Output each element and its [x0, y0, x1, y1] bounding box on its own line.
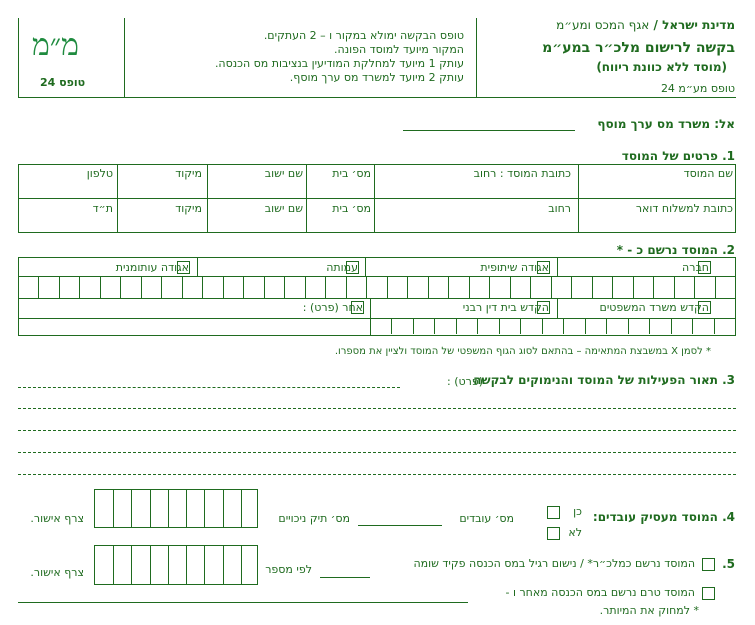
- mail-city-label: שם ישוב: [264, 202, 303, 215]
- section2-footnote: * לסמן X במשבצת המתאימה – בהתאם לסוג הגוף המשפטי של המוסד ולציין את מספרו.: [334, 346, 711, 357]
- ottoman-label: אגודה עותומנית: [115, 261, 189, 274]
- digit-cell-divider: [223, 490, 224, 527]
- country-name: מדינת ישראל: [662, 18, 735, 32]
- other-label: אחר (פרט) :: [302, 301, 363, 314]
- section1-row-divider: [18, 198, 736, 199]
- digit-cell-divider: [243, 277, 244, 298]
- section2-title: 2. המוסד נרשם כ - *: [616, 243, 735, 257]
- header-bottom-rule: [18, 97, 736, 98]
- s2-col-divider: [197, 257, 198, 277]
- digit-cell-divider: [413, 319, 414, 334]
- hekdesh-justice-label: הקדש משרד המשפטים: [599, 301, 709, 314]
- not-registered-text: המוסד טרם נרשם במס הכנסה מאחר ו -: [505, 586, 695, 599]
- digit-cell-divider: [366, 277, 367, 298]
- section5-footnote: * למחוק את המיותר.: [599, 604, 699, 617]
- s1-col-divider: [374, 164, 375, 232]
- digit-cell-divider: [79, 277, 80, 298]
- description-line-1[interactable]: [18, 387, 400, 388]
- form-subtitle: (מוסד ללא כוונת ריווח): [596, 60, 727, 74]
- instruction-2: המקור מיועד למוסד הפונה.: [334, 43, 464, 56]
- assessor-field[interactable]: [320, 577, 370, 578]
- digit-cell-divider: [161, 277, 162, 298]
- no-label: לא: [568, 526, 582, 539]
- digit-cell-divider: [150, 546, 151, 584]
- digit-cell-divider: [113, 490, 114, 527]
- digit-cell-divider: [305, 277, 306, 298]
- digit-cell-divider: [141, 277, 142, 298]
- s2-row-divider: [18, 298, 736, 299]
- city-label: שם ישוב: [264, 167, 303, 180]
- digit-cell-divider: [204, 546, 205, 584]
- header-divider-1: [124, 18, 125, 98]
- section3-hint: (פרט) :: [447, 375, 483, 388]
- vat-logo: מ״מ: [32, 28, 79, 63]
- form-title: בקשה לרישום מלכ״ר במע״מ: [542, 40, 735, 56]
- digit-cell-divider: [692, 319, 693, 334]
- digit-cell-divider: [551, 277, 552, 298]
- digit-cell-divider: [387, 277, 388, 298]
- digit-cell-divider: [671, 319, 672, 334]
- s2-col-divider: [557, 257, 558, 277]
- digit-cell-divider: [542, 319, 543, 334]
- company-label: חברה: [682, 261, 709, 274]
- digit-cell-divider: [674, 277, 675, 298]
- hekdesh-rabbinical-label: הקדש בית דין רבני: [462, 301, 549, 314]
- deductions-file-grid[interactable]: [94, 489, 258, 528]
- digit-cell-divider: [649, 319, 650, 334]
- digit-cell-divider: [633, 277, 634, 298]
- digit-cell-divider: [563, 319, 564, 334]
- digit-cell-divider: [510, 277, 511, 298]
- amuta-label: עמותה: [326, 261, 358, 274]
- mail-zip-label: מיקוד: [175, 202, 202, 215]
- description-line-4[interactable]: [18, 452, 736, 453]
- digit-cell-divider: [407, 277, 408, 298]
- s1-col-divider: [306, 164, 307, 232]
- digit-cell-divider: [186, 490, 187, 527]
- digit-cell-divider: [428, 277, 429, 298]
- form-code: טופס מע״מ 24: [660, 82, 735, 95]
- digit-cell-divider: [204, 490, 205, 527]
- employs-yes-checkbox[interactable]: [547, 506, 560, 519]
- digit-cell-divider: [469, 277, 470, 298]
- s1-col-divider: [117, 164, 118, 232]
- attach-approval-1: צרף אישור.: [30, 512, 84, 525]
- digit-cell-divider: [571, 277, 572, 298]
- not-registered-checkbox[interactable]: [702, 587, 715, 600]
- digit-cell-divider: [59, 277, 60, 298]
- digit-cell-divider: [715, 277, 716, 298]
- digit-cell-divider: [477, 319, 478, 334]
- digit-cell-divider: [38, 277, 39, 298]
- description-line-5[interactable]: [18, 474, 736, 475]
- digit-cell-divider: [499, 319, 500, 334]
- house-number-label: מס׳ בית: [332, 167, 371, 180]
- digit-cell-divider: [182, 277, 183, 298]
- institution-street-label: כתובת המוסד : רחוב: [473, 167, 571, 180]
- s2-col-divider: [557, 298, 558, 318]
- digit-cell-divider: [202, 277, 203, 298]
- s1-col-divider: [578, 164, 579, 232]
- description-line-3[interactable]: [18, 430, 736, 431]
- digit-cell-divider: [592, 277, 593, 298]
- digit-cell-divider: [530, 277, 531, 298]
- digit-cell-divider: [120, 277, 121, 298]
- logo-form-number: טופס 24: [40, 76, 86, 89]
- digit-cell-divider: [264, 277, 265, 298]
- digit-cell-divider: [168, 546, 169, 584]
- digit-cell-divider: [284, 277, 285, 298]
- digit-cell-divider: [628, 319, 629, 334]
- other-fill-line[interactable]: [18, 318, 370, 319]
- header-left-border: [18, 18, 19, 98]
- instruction-4: עותק 2 מיועד למשרד מס ערך מוסף.: [289, 71, 464, 84]
- yes-label: כן: [573, 505, 582, 518]
- digit-cell-divider: [131, 546, 132, 584]
- header-divider-2: [476, 18, 477, 98]
- section5-number: 5.: [722, 557, 735, 571]
- instruction-3: עותק 1 מיועד למחלקת המודיעין בנציבות מס הכנסה.: [214, 57, 464, 70]
- description-line-2[interactable]: [18, 408, 736, 409]
- po-box-label: ת״ד: [92, 202, 113, 215]
- digit-cell-divider: [346, 277, 347, 298]
- digit-cell-divider: [520, 319, 521, 334]
- digit-cell-divider: [223, 546, 224, 584]
- not-registered-reason-field[interactable]: [18, 602, 468, 603]
- digit-cell-divider: [391, 319, 392, 334]
- digit-cell-divider: [186, 546, 187, 584]
- section1-title: 1. פרטים של המוסד: [621, 149, 735, 163]
- deductions-file-label: מס׳ תיק ניכויים: [278, 512, 350, 525]
- digit-cell-divider: [653, 277, 654, 298]
- employees-count-field[interactable]: [358, 525, 442, 526]
- digit-cell-divider: [241, 490, 242, 527]
- employees-count-label: מס׳ עובדים: [459, 512, 514, 525]
- digit-cell-divider: [223, 277, 224, 298]
- phone-label: טלפון: [86, 167, 113, 180]
- section4-title: 4. המוסד מעסיק עובדים:: [592, 510, 735, 524]
- registration-number-grid[interactable]: [18, 277, 735, 298]
- digit-cell-divider: [150, 490, 151, 527]
- digit-cell-divider: [448, 277, 449, 298]
- digit-cell-divider: [168, 490, 169, 527]
- digit-cell-divider: [489, 277, 490, 298]
- mail-street-label: רחוב: [548, 202, 571, 215]
- attach-approval-2: צרף אישור.: [30, 566, 84, 579]
- instruction-1: טופס הבקשה ימולא במקור ו – 2 העתקים.: [263, 29, 464, 42]
- digit-cell-divider: [694, 277, 695, 298]
- cooperative-label: אגודה שיתופית: [480, 261, 549, 274]
- digit-cell-divider: [612, 277, 613, 298]
- s1-col-divider: [207, 164, 208, 232]
- zip-label: מיקוד: [175, 167, 202, 180]
- digit-cell-divider: [325, 277, 326, 298]
- to-fill-line[interactable]: [403, 130, 575, 131]
- digit-cell-divider: [100, 277, 101, 298]
- digit-cell-divider: [456, 319, 457, 334]
- registered-checkbox[interactable]: [702, 558, 715, 571]
- tax-file-grid[interactable]: [94, 545, 258, 585]
- s2-col-divider: [365, 257, 366, 277]
- section3-title: 3. תאור הפעילות של המוסד והנימוקים לבקשה: [473, 373, 735, 387]
- authority-name: אגף המכס ומע״מ: [556, 18, 650, 32]
- digit-cell-divider: [241, 546, 242, 584]
- digit-cell-divider: [585, 319, 586, 334]
- employs-no-checkbox[interactable]: [547, 527, 560, 540]
- registration-number-grid-2[interactable]: [370, 319, 735, 334]
- digit-cell-divider: [131, 490, 132, 527]
- digit-cell-divider: [606, 319, 607, 334]
- registered-text: המוסד נרשם כמלכ״ר* / נישום רגיל במס הכנסה פקיד שומה: [413, 557, 695, 570]
- digit-cell-divider: [113, 546, 114, 584]
- by-number-label: לפי מספר: [265, 563, 312, 576]
- mail-house-number-label: מס׳ בית: [332, 202, 371, 215]
- institution-name-label: שם המוסד: [683, 167, 733, 180]
- authority-line: מדינת ישראל / אגף המכס ומע״מ: [556, 18, 735, 32]
- mailing-address-label: כתובת למשלוח דואר: [635, 202, 733, 215]
- to-label: אל: משרד מס ערך מוסף: [597, 117, 735, 131]
- digit-cell-divider: [434, 319, 435, 334]
- digit-cell-divider: [714, 319, 715, 334]
